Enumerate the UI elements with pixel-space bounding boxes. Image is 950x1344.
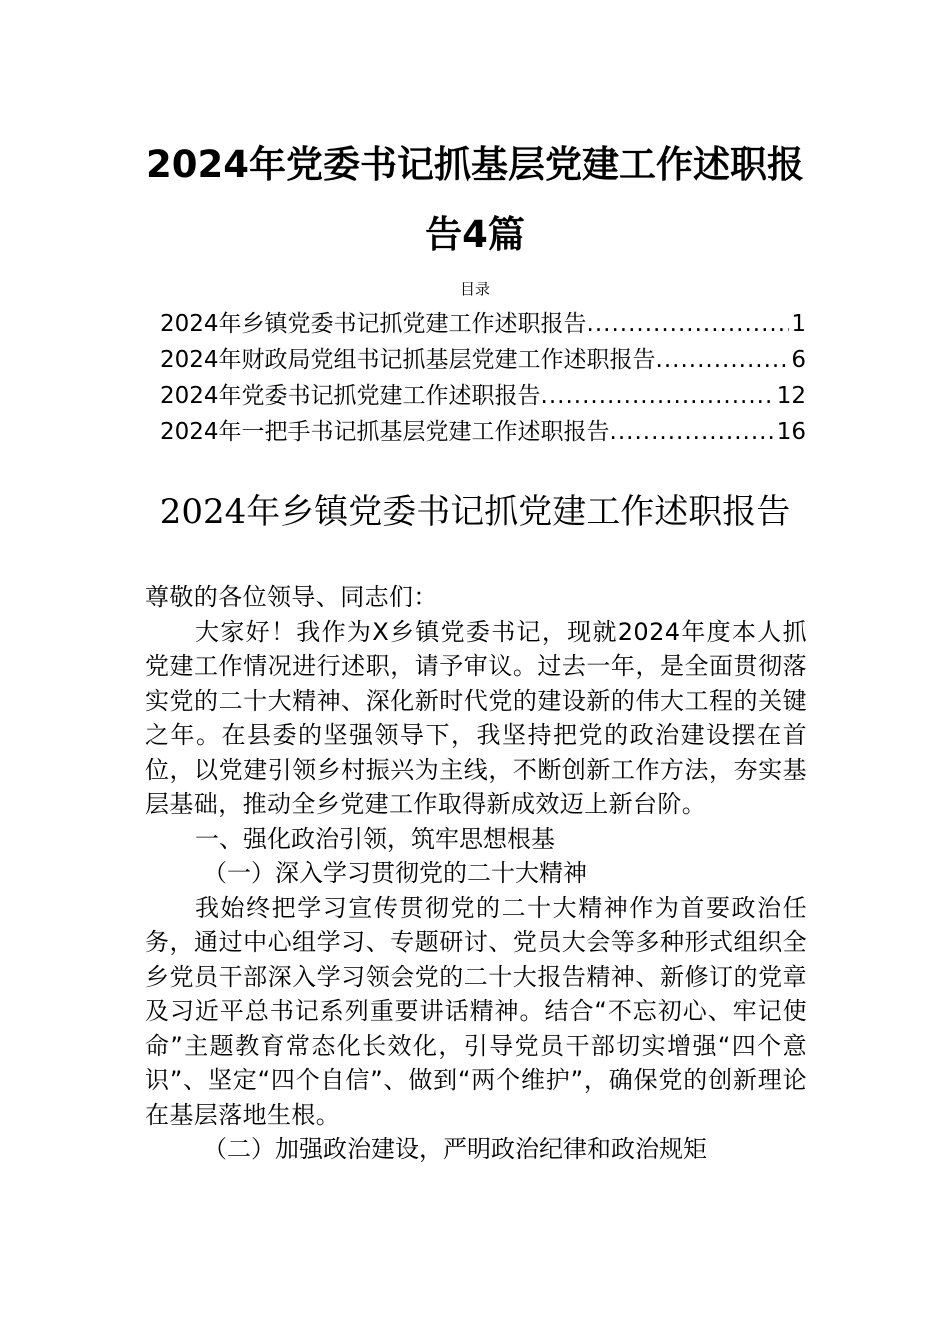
toc-entry-label: 2024年一把手书记抓基层党建工作述职报告	[160, 419, 610, 445]
toc-heading: 目录	[459, 280, 490, 298]
document-title-line1: 2024年党委书记抓基层党建工作述职报	[146, 143, 804, 186]
toc-entry-page: 16	[776, 419, 806, 445]
toc-entry-page: 12	[776, 383, 806, 409]
salutation: 尊敬的各位领导、同志们：	[145, 583, 438, 611]
toc-leader	[541, 378, 775, 414]
toc-leader	[610, 414, 775, 450]
section-heading: 一、强化政治引领，筑牢思想根基	[195, 824, 555, 853]
toc-entry[interactable]	[160, 378, 806, 414]
toc-entry-label: 2024年乡镇党委书记抓党建工作述职报告	[160, 311, 587, 337]
toc-entry[interactable]	[160, 342, 806, 378]
toc-entry[interactable]	[160, 414, 806, 450]
section-title: 2024年乡镇党委书记抓党建工作述职报告	[159, 492, 791, 532]
body-paragraph: 我始终把学习宣传贯彻党的二十大精神作为首要政治任务，通过中心组学习、专题研讨、党员大会等多种形式组织全乡党员干部深入学习领会党的二十大报告精神、新修订的党章及习近平总书记系列重要讲话精神。结合“不忘初心、牢记使命”主题教育常态化长效化，引导党员干部切实增强“四个意识”、坚定“四个自信”、做到“两个维护”，确保党的创新理论在基层落地生根。	[145, 893, 807, 1129]
toc-entry-label: 2024年党委书记抓党建工作述职报告	[160, 383, 541, 409]
toc-entry[interactable]	[160, 306, 806, 342]
document-title-line2: 告4篇	[425, 213, 525, 256]
subsection-heading: （一）深入学习贯彻党的二十大精神	[203, 859, 587, 887]
report-body	[145, 580, 807, 1167]
toc-leader	[656, 342, 790, 378]
table-of-contents	[160, 306, 806, 450]
toc-entry-page: 1	[791, 311, 806, 337]
subsection-heading: （二）加强政治建设，严明政治纪律和政治规矩	[203, 1135, 707, 1163]
toc-entry-label: 2024年财政局党组书记抓基层党建工作述职报告	[160, 347, 656, 373]
toc-leader	[587, 306, 790, 342]
toc-entry-page: 6	[791, 347, 806, 373]
body-paragraph: 大家好！我作为X乡镇党委书记，现就2024年度本人抓党建工作情况进行述职，请予审议。过去一年，是全面贯彻落实党的二十大精神、深化新时代党的建设新的伟大工程的关键之年。在县委的坚强领导下，我坚持把党的政治建设摆在首位，以党建引领乡村振兴为主线，不断创新工作方法，夯实基层基础，推动全乡党建工作取得新成效迈上新台阶。	[145, 617, 807, 818]
